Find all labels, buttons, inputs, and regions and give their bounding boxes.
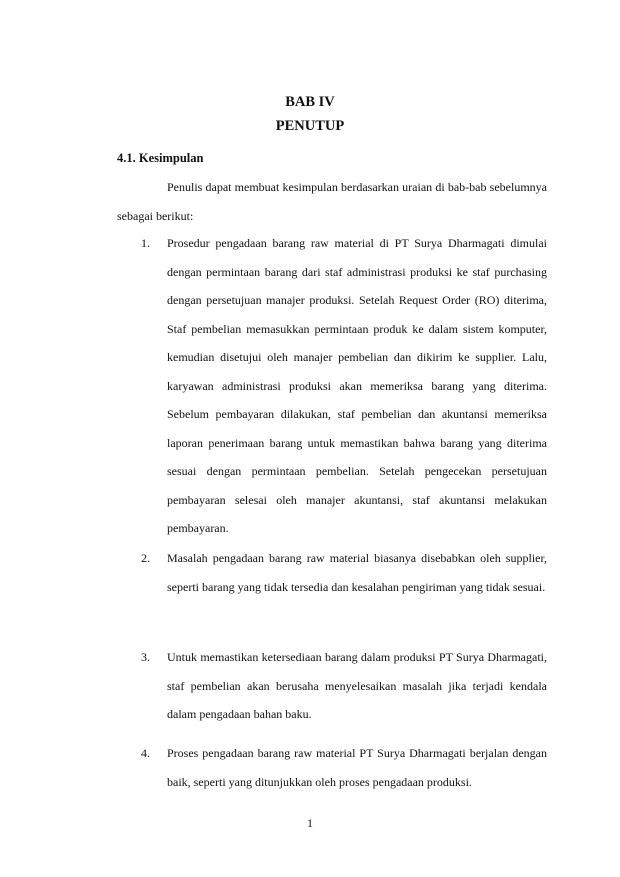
list-item — [117, 739, 547, 796]
list-item — [117, 643, 547, 729]
list-item-number: 4. — [141, 746, 150, 760]
page-number: 1 — [307, 816, 313, 830]
list-item-text: Untuk memastikan ketersediaan barang dalam produksi PT Surya Dharmagati, staf pembelian akan berusaha menyelesaikan masalah jika terjadi kendala dalam pengadaan bahan baku. — [167, 650, 547, 721]
list-item-text: Masalah pengadaan barang raw material biasanya disebabkan oleh supplier, seperti barang yang tidak tersedia dan kesalahan pengiriman yang tidak sesuai. — [167, 551, 547, 594]
list-item — [117, 229, 547, 543]
list-item-text: Prosedur pengadaan barang raw material di PT Surya Dharmagati dimulai dengan permintaan barang dari staf administrasi produksi ke staf purchasing dengan persetujuan manajer produksi. Setelah Request Order (RO) diterima, Staf pembelian memasukkan permintaan produk ke dalam sistem komputer, kemudian disetujui oleh manajer pembelian dan dikirim ke supplier. Lalu, karyawan administrasi produksi akan memeriksa barang yang diterima. Sebelum pembayaran dilakukan, staf pembelian dan akuntansi memeriksa laporan penerimaan barang untuk memastikan bahwa barang yang diterima sesuai dengan permintaan pembelian. Setelah pengecekan persetujuan pembayaran selesai oleh manajer akuntansi, staf akuntansi melakukan pembayaran. — [167, 236, 547, 535]
intro-paragraph: Penulis dapat membuat kesimpulan berdasarkan uraian di bab-bab sebelumnya sebagai berikut: — [117, 180, 547, 223]
list-item-number: 1. — [141, 236, 150, 250]
list-item-number: 2. — [141, 551, 150, 565]
list-item — [117, 544, 547, 601]
chapter-title: PENUTUP — [275, 118, 345, 134]
section-heading: 4.1. Kesimpulan — [117, 151, 204, 165]
list-item-number: 3. — [141, 650, 150, 664]
chapter-heading: BAB IV — [285, 94, 335, 110]
list-item-text: Proses pengadaan barang raw material PT Surya Dharmagati berjalan dengan baik, seperti yang ditunjukkan oleh proses pengadaan produksi. — [167, 746, 547, 789]
